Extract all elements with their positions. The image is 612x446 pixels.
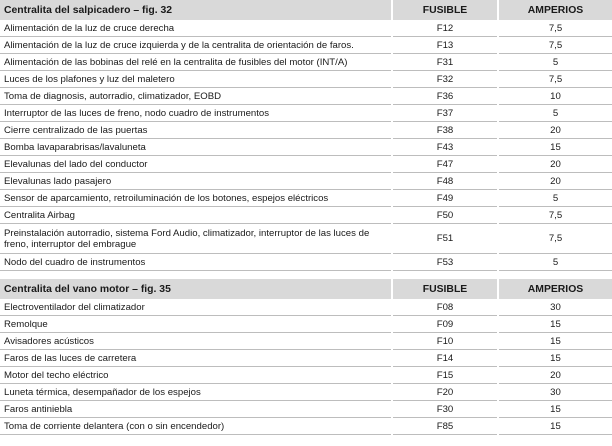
fuse-column-header: FUSIBLE [392, 279, 498, 299]
table-row [0, 122, 612, 139]
table-body [0, 299, 612, 435]
fuse-description: Interruptor de las luces de freno, nodo cuadro de instrumentos [0, 105, 392, 122]
fuse-amperage: 7,5 [498, 224, 612, 254]
table-row [0, 299, 612, 316]
fuse-description: Alimentación de la luz de cruce izquierda y de la centralita de orientación de faros. [0, 37, 392, 54]
table-header-row [0, 0, 612, 20]
table-row [0, 224, 612, 254]
fuse-amperage: 15 [498, 139, 612, 156]
fuse-code: F15 [392, 367, 498, 384]
fuse-code: F49 [392, 190, 498, 207]
table-row [0, 333, 612, 350]
fuse-code: F10 [392, 333, 498, 350]
fuse-code: F37 [392, 105, 498, 122]
fuse-description: Centralita Airbag [0, 207, 392, 224]
table-row [0, 254, 612, 271]
fuse-description: Alimentación de las bobinas del relé en la centralita de fusibles del motor (INT/A) [0, 54, 392, 71]
fuse-amperage: 5 [498, 190, 612, 207]
table-row [0, 20, 612, 37]
fuse-code: F43 [392, 139, 498, 156]
fuse-description: Luces de los plafones y luz del maletero [0, 71, 392, 88]
fuse-description: Luneta térmica, desempañador de los espejos [0, 384, 392, 401]
amps-column-header: AMPERIOS [498, 279, 612, 299]
fuse-code: F51 [392, 224, 498, 254]
table-row [0, 367, 612, 384]
fuse-code: F20 [392, 384, 498, 401]
table-row [0, 88, 612, 105]
fuse-code: F48 [392, 173, 498, 190]
fuse-description: Electroventilador del climatizador [0, 299, 392, 316]
amps-column-header: AMPERIOS [498, 0, 612, 20]
fuse-amperage: 20 [498, 367, 612, 384]
fuse-description: Bomba lavaparabrisas/lavaluneta [0, 139, 392, 156]
table-header-row [0, 279, 612, 299]
fuse-description: Avisadores acústicos [0, 333, 392, 350]
table-row [0, 350, 612, 367]
fuse-amperage: 7,5 [498, 207, 612, 224]
fuse-description: Faros antiniebla [0, 401, 392, 418]
table-row [0, 156, 612, 173]
fuse-description: Alimentación de la luz de cruce derecha [0, 20, 392, 37]
table-body [0, 20, 612, 271]
table-row [0, 190, 612, 207]
fuse-amperage: 15 [498, 350, 612, 367]
fuse-code: F13 [392, 37, 498, 54]
fuse-amperage: 5 [498, 105, 612, 122]
table-row [0, 384, 612, 401]
fuse-description: Toma de diagnosis, autorradio, climatizador, EOBD [0, 88, 392, 105]
fuse-amperage: 7,5 [498, 20, 612, 37]
fuse-amperage: 20 [498, 122, 612, 139]
table-title: Centralita del vano motor – fig. 35 [0, 279, 392, 299]
fuse-description: Elevalunas del lado del conductor [0, 156, 392, 173]
fuse-amperage: 5 [498, 54, 612, 71]
fuse-code: F32 [392, 71, 498, 88]
table-row [0, 71, 612, 88]
fuse-code: F53 [392, 254, 498, 271]
fuse-code: F38 [392, 122, 498, 139]
fuse-description: Motor del techo eléctrico [0, 367, 392, 384]
fuse-code: F50 [392, 207, 498, 224]
fuse-code: F08 [392, 299, 498, 316]
fuse-description: Cierre centralizado de las puertas [0, 122, 392, 139]
table-title: Centralita del salpicadero – fig. 32 [0, 0, 392, 20]
fuse-code: F14 [392, 350, 498, 367]
table-row [0, 139, 612, 156]
fuse-amperage: 7,5 [498, 71, 612, 88]
fuse-amperage: 20 [498, 156, 612, 173]
table-row [0, 207, 612, 224]
table-row [0, 105, 612, 122]
fuse-description: Nodo del cuadro de instrumentos [0, 254, 392, 271]
fuse-description: Sensor de aparcamiento, retroiluminación de los botones, espejos eléctricos [0, 190, 392, 207]
fuse-amperage: 5 [498, 254, 612, 271]
fuse-code: F09 [392, 316, 498, 333]
fuse-amperage: 7,5 [498, 37, 612, 54]
fuse-description: Preinstalación autorradio, sistema Ford Audio, climatizador, interruptor de las luces de freno, interruptor del embrague [0, 224, 392, 254]
table-row [0, 37, 612, 54]
fuse-code: F31 [392, 54, 498, 71]
fuse-amperage: 30 [498, 384, 612, 401]
fuse-description: Remolque [0, 316, 392, 333]
fuse-code: F47 [392, 156, 498, 173]
table-row [0, 316, 612, 333]
fuse-code: F85 [392, 418, 498, 435]
engine-fuse-table [0, 279, 612, 435]
fuse-description: Faros de las luces de carretera [0, 350, 392, 367]
fuse-amperage: 30 [498, 299, 612, 316]
table-row [0, 173, 612, 190]
table-row [0, 418, 612, 435]
fuse-column-header: FUSIBLE [392, 0, 498, 20]
fuse-code: F12 [392, 20, 498, 37]
fuse-amperage: 15 [498, 333, 612, 350]
fuse-amperage: 20 [498, 173, 612, 190]
fuse-code: F36 [392, 88, 498, 105]
fuse-code: F30 [392, 401, 498, 418]
fuse-amperage: 15 [498, 418, 612, 435]
table-row [0, 401, 612, 418]
fuse-amperage: 15 [498, 401, 612, 418]
fuse-amperage: 15 [498, 316, 612, 333]
fuse-description: Elevalunas lado pasajero [0, 173, 392, 190]
fuse-description: Toma de corriente delantera (con o sin encendedor) [0, 418, 392, 435]
fuse-amperage: 10 [498, 88, 612, 105]
table-row [0, 54, 612, 71]
